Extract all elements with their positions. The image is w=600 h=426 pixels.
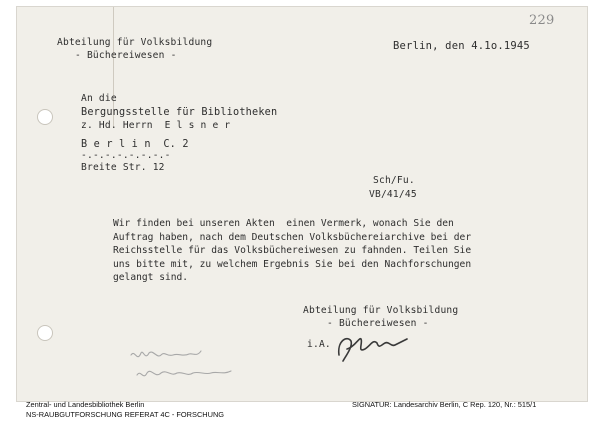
reference-line-2: VB/41/45 xyxy=(369,189,417,200)
letterhead-subdepartment: - Büchereiwesen - xyxy=(75,50,177,61)
archive-page-number: 229 xyxy=(529,13,555,28)
closing-subdepartment: - Büchereiwesen - xyxy=(327,318,429,329)
body-line: Wir finden bei unseren Akten einen Vermerk, wonach Sie den xyxy=(113,218,454,229)
recipient-line-4: B e r l i n C. 2 xyxy=(81,139,189,150)
reference-line-1: Sch/Fu. xyxy=(373,175,415,186)
handwritten-signature xyxy=(333,327,413,365)
closing-department: Abteilung für Volksbildung xyxy=(303,305,459,316)
recipient-line-5: -.-.-.-.-.-.-.- xyxy=(81,150,171,161)
recipient-line-6: Breite Str. 12 xyxy=(81,162,165,173)
footer-department: NS-RAUBGUTFORSCHUNG REFERAT 4C - FORSCHUNG xyxy=(26,410,225,419)
footer-library: Zentral- und Landesbibliothek Berlin xyxy=(26,400,145,409)
body-line: uns bitte mit, zu welchem Ergebnis Sie bei den Nachforschungen xyxy=(113,258,472,270)
letter-body xyxy=(113,217,553,285)
place-and-date: Berlin, den 4.1o.1945 xyxy=(393,40,530,52)
body-line: Auftrag haben, nach dem Deutschen Volksbüchereiarchive bei der xyxy=(113,231,472,243)
letterhead-department: Abteilung für Volksbildung xyxy=(57,37,213,48)
body-line: Reichsstelle für das Volksbüchereiwesen zu fahnden. Teilen Sie xyxy=(113,245,472,256)
recipient-line-3: z. Hd. Herrn E l s n e r xyxy=(81,120,231,131)
footer-signature: SIGNATUR: Landesarchiv Berlin, C Rep. 120, Nr.: 515/1 xyxy=(352,400,537,409)
punch-hole-bottom xyxy=(37,325,53,341)
body-line: gelangt sind. xyxy=(113,272,189,283)
closing-ia: i.A. xyxy=(307,339,331,350)
pencil-annotation xyxy=(127,345,247,395)
recipient-line-1: An die xyxy=(81,93,117,104)
letter-page xyxy=(16,6,588,402)
punch-hole-top xyxy=(37,109,53,125)
recipient-line-2: Bergungsstelle für Bibliotheken xyxy=(81,107,278,118)
